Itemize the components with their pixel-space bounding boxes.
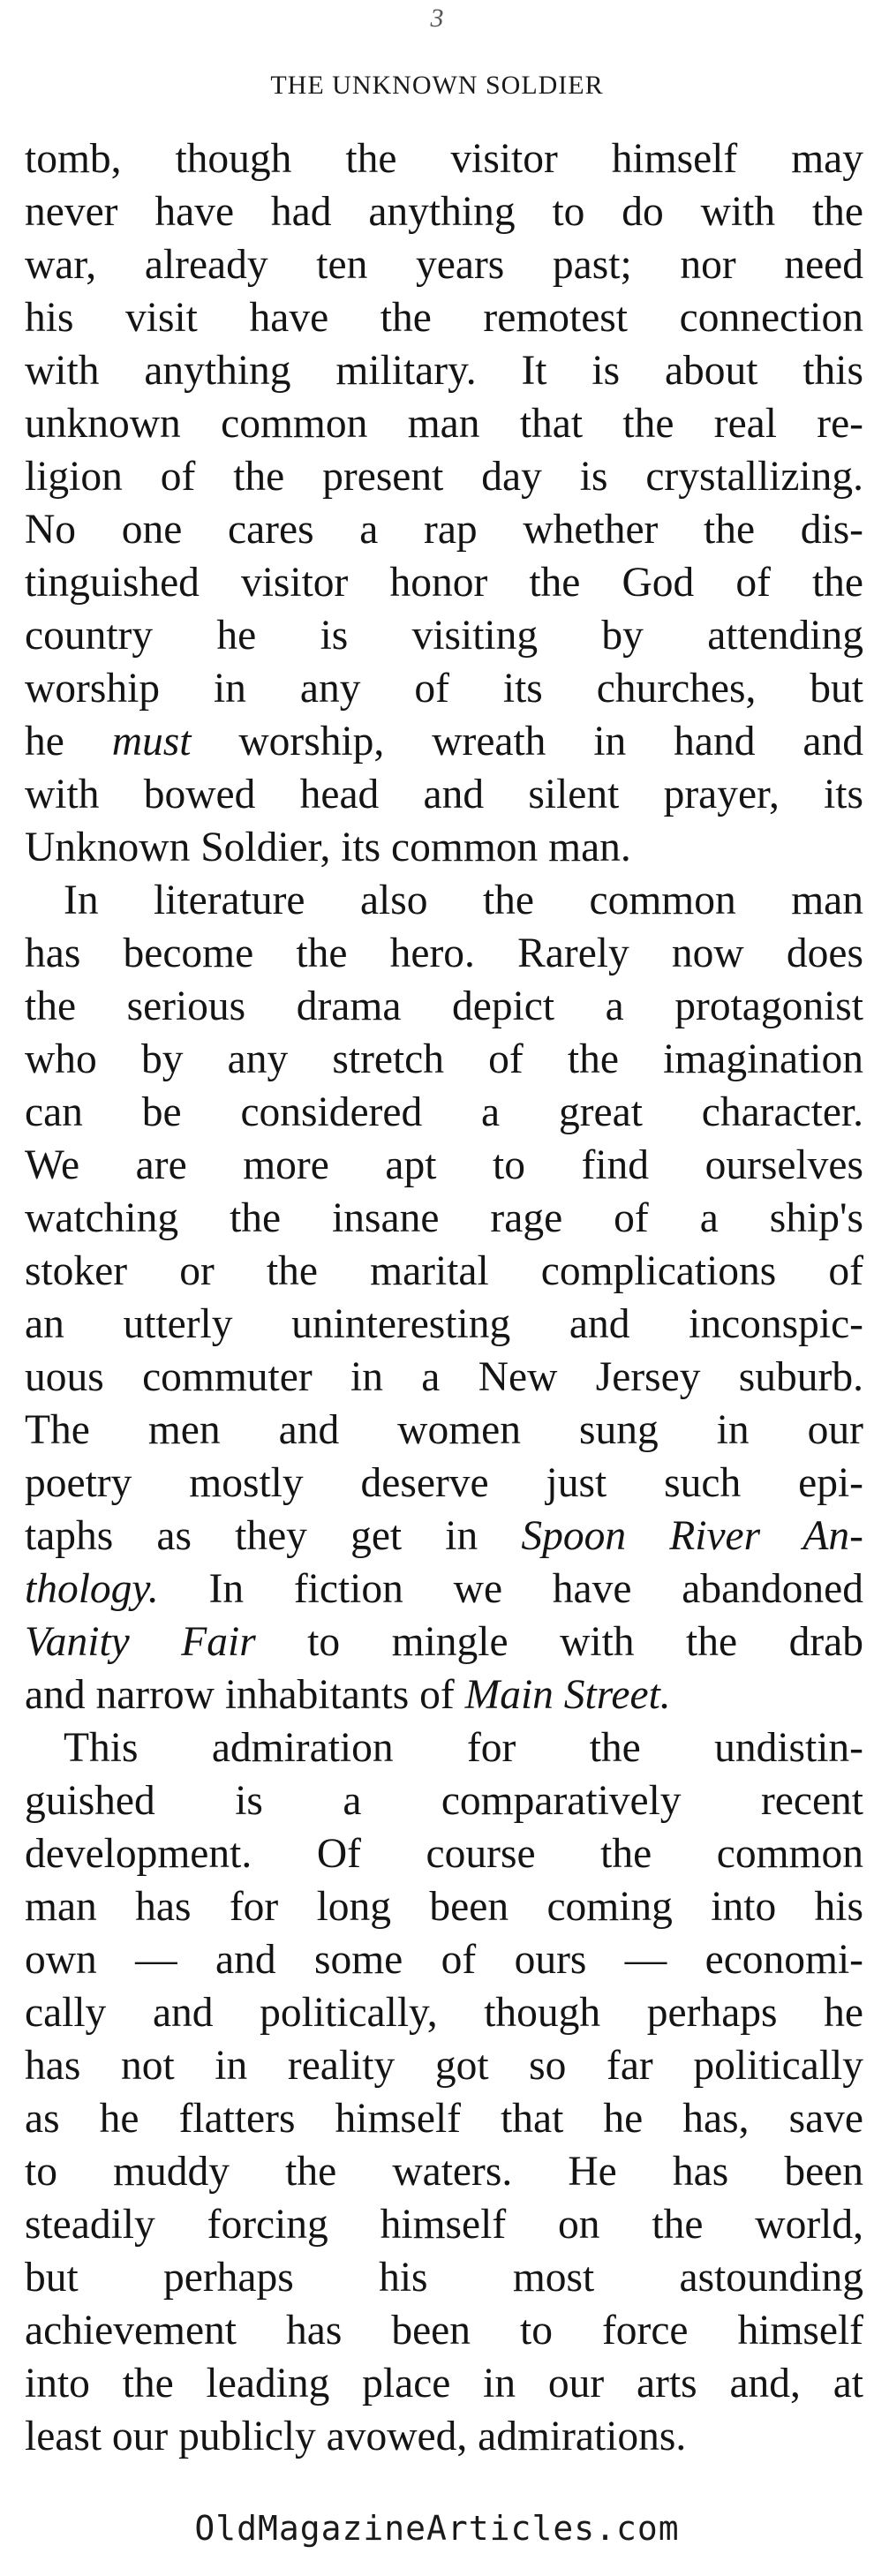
- text-segment: the serious drama depict a protagonist: [25, 983, 863, 1029]
- text-line: [25, 503, 863, 556]
- text-line: [25, 1457, 863, 1510]
- text-line: [25, 1351, 863, 1404]
- text-segment: cally and politically, though perhaps he: [25, 1990, 863, 2036]
- text-line: [25, 927, 863, 980]
- text-line: [25, 874, 863, 927]
- text-segment: war, already ten years past; nor need: [25, 242, 863, 288]
- text-line: [25, 238, 863, 291]
- italic-text: Spoon River An-: [521, 1513, 864, 1559]
- text-line: [25, 1616, 863, 1668]
- text-line: [25, 185, 863, 238]
- text-line: [25, 1033, 863, 1086]
- text-segment: uous commuter in a New Jersey suburb.: [25, 1354, 863, 1400]
- text-segment: as he flatters himself that he has, save: [25, 2096, 863, 2142]
- text-line: [25, 450, 863, 503]
- text-segment: tomb, though the visitor himself may: [25, 136, 863, 182]
- text-line: [25, 397, 863, 450]
- article-body: [25, 132, 863, 2463]
- italic-text: Vanity Fair: [25, 1619, 256, 1665]
- text-segment: watching the insane rage of a ship's: [25, 1195, 863, 1241]
- text-line: [25, 821, 863, 874]
- text-line: [25, 1510, 863, 1563]
- text-line: [25, 291, 863, 344]
- text-segment: ligion of the present day is crystallizing.: [25, 454, 863, 500]
- text-segment: his visit have the remotest connection: [25, 295, 863, 341]
- text-line: [25, 1880, 863, 1933]
- text-line: [25, 1721, 863, 1774]
- text-line: [25, 1827, 863, 1880]
- text-line: [25, 1933, 863, 1986]
- text-line: [25, 1774, 863, 1827]
- text-segment: least our publicly avowed, admirations.: [25, 2414, 687, 2459]
- text-segment: who by any stretch of the imagination: [25, 1036, 863, 1082]
- text-line: [25, 2145, 863, 2198]
- text-line: [25, 1668, 863, 1721]
- italic-text: Main Street.: [464, 1672, 671, 1718]
- text-segment: an utterly uninteresting and inconspic-: [25, 1301, 863, 1347]
- text-line: [25, 1245, 863, 1298]
- text-line: [25, 2304, 863, 2357]
- text-line: [25, 662, 863, 715]
- text-line: [25, 2198, 863, 2251]
- text-segment: he: [25, 719, 112, 765]
- text-segment: to muddy the waters. He has been: [25, 2149, 863, 2195]
- text-segment: unknown common man that the real re-: [25, 401, 863, 447]
- italic-text: thology.: [25, 1566, 159, 1612]
- text-segment: worship in any of its churches, but: [25, 666, 863, 712]
- text-line: [25, 1139, 863, 1192]
- text-line: [25, 609, 863, 662]
- text-segment: with bowed head and silent prayer, its: [25, 772, 863, 817]
- text-segment: and narrow inhabitants of: [25, 1672, 465, 1718]
- text-line: [25, 1086, 863, 1139]
- text-segment: guished is a comparatively recent: [25, 1778, 863, 1824]
- text-segment: This admiration for the undistin-: [64, 1725, 863, 1771]
- text-segment: In fiction we have abandoned: [158, 1566, 863, 1612]
- text-line: [25, 344, 863, 397]
- text-segment: poetry mostly deserve just such epi-: [25, 1460, 863, 1506]
- text-line: [25, 132, 863, 185]
- text-line: [25, 1563, 863, 1616]
- text-segment: steadily forcing himself on the world,: [25, 2202, 863, 2248]
- text-segment: We are more apt to find ourselves: [25, 1142, 863, 1188]
- italic-text: must: [111, 719, 192, 765]
- text-segment: tinguished visitor honor the God of the: [25, 560, 863, 606]
- text-segment: never have had anything to do with the: [25, 189, 863, 235]
- text-segment: man has for long been coming into his: [25, 1884, 863, 1930]
- text-line: [25, 1298, 863, 1351]
- text-line: [25, 768, 863, 821]
- text-line: [25, 1192, 863, 1245]
- page-number: 3: [430, 4, 444, 33]
- text-segment: development. Of course the common: [25, 1831, 863, 1877]
- text-segment: has become the hero. Rarely now does: [25, 930, 863, 976]
- text-segment: In literature also the common man: [64, 877, 863, 923]
- text-segment: stoker or the marital complications of: [25, 1248, 863, 1294]
- text-segment: can be considered a great character.: [25, 1089, 863, 1135]
- text-line: [25, 2092, 863, 2145]
- text-line: [25, 1404, 863, 1457]
- text-segment: Unknown Soldier, its common man.: [25, 825, 631, 870]
- text-segment: taphs as they get in: [25, 1513, 522, 1559]
- text-line: [25, 2357, 863, 2410]
- text-segment: country he is visiting by attending: [25, 613, 863, 659]
- text-line: [25, 556, 863, 609]
- text-segment: to mingle with the drab: [255, 1619, 863, 1665]
- text-segment: own — and some of ours — economi-: [25, 1937, 863, 1983]
- text-line: [25, 715, 863, 768]
- text-line: [25, 980, 863, 1033]
- text-segment: achievement has been to force himself: [25, 2308, 863, 2354]
- running-head: THE UNKNOWN SOLDIER: [270, 71, 604, 100]
- text-line: [25, 2251, 863, 2304]
- text-line: [25, 2039, 863, 2092]
- text-segment: has not in reality got so far politically: [25, 2043, 863, 2089]
- text-segment: No one cares a rap whether the dis-: [25, 507, 863, 553]
- text-segment: with anything military. It is about this: [25, 348, 863, 394]
- text-segment: worship, wreath in hand and: [191, 719, 863, 765]
- text-segment: into the leading place in our arts and, at: [25, 2361, 863, 2407]
- text-segment: but perhaps his most astounding: [25, 2255, 863, 2301]
- text-line: [25, 1986, 863, 2039]
- text-segment: The men and women sung in our: [25, 1407, 863, 1453]
- footer-site-credit: OldMagazineArticles.com: [194, 2509, 680, 2548]
- text-line: [25, 2410, 863, 2463]
